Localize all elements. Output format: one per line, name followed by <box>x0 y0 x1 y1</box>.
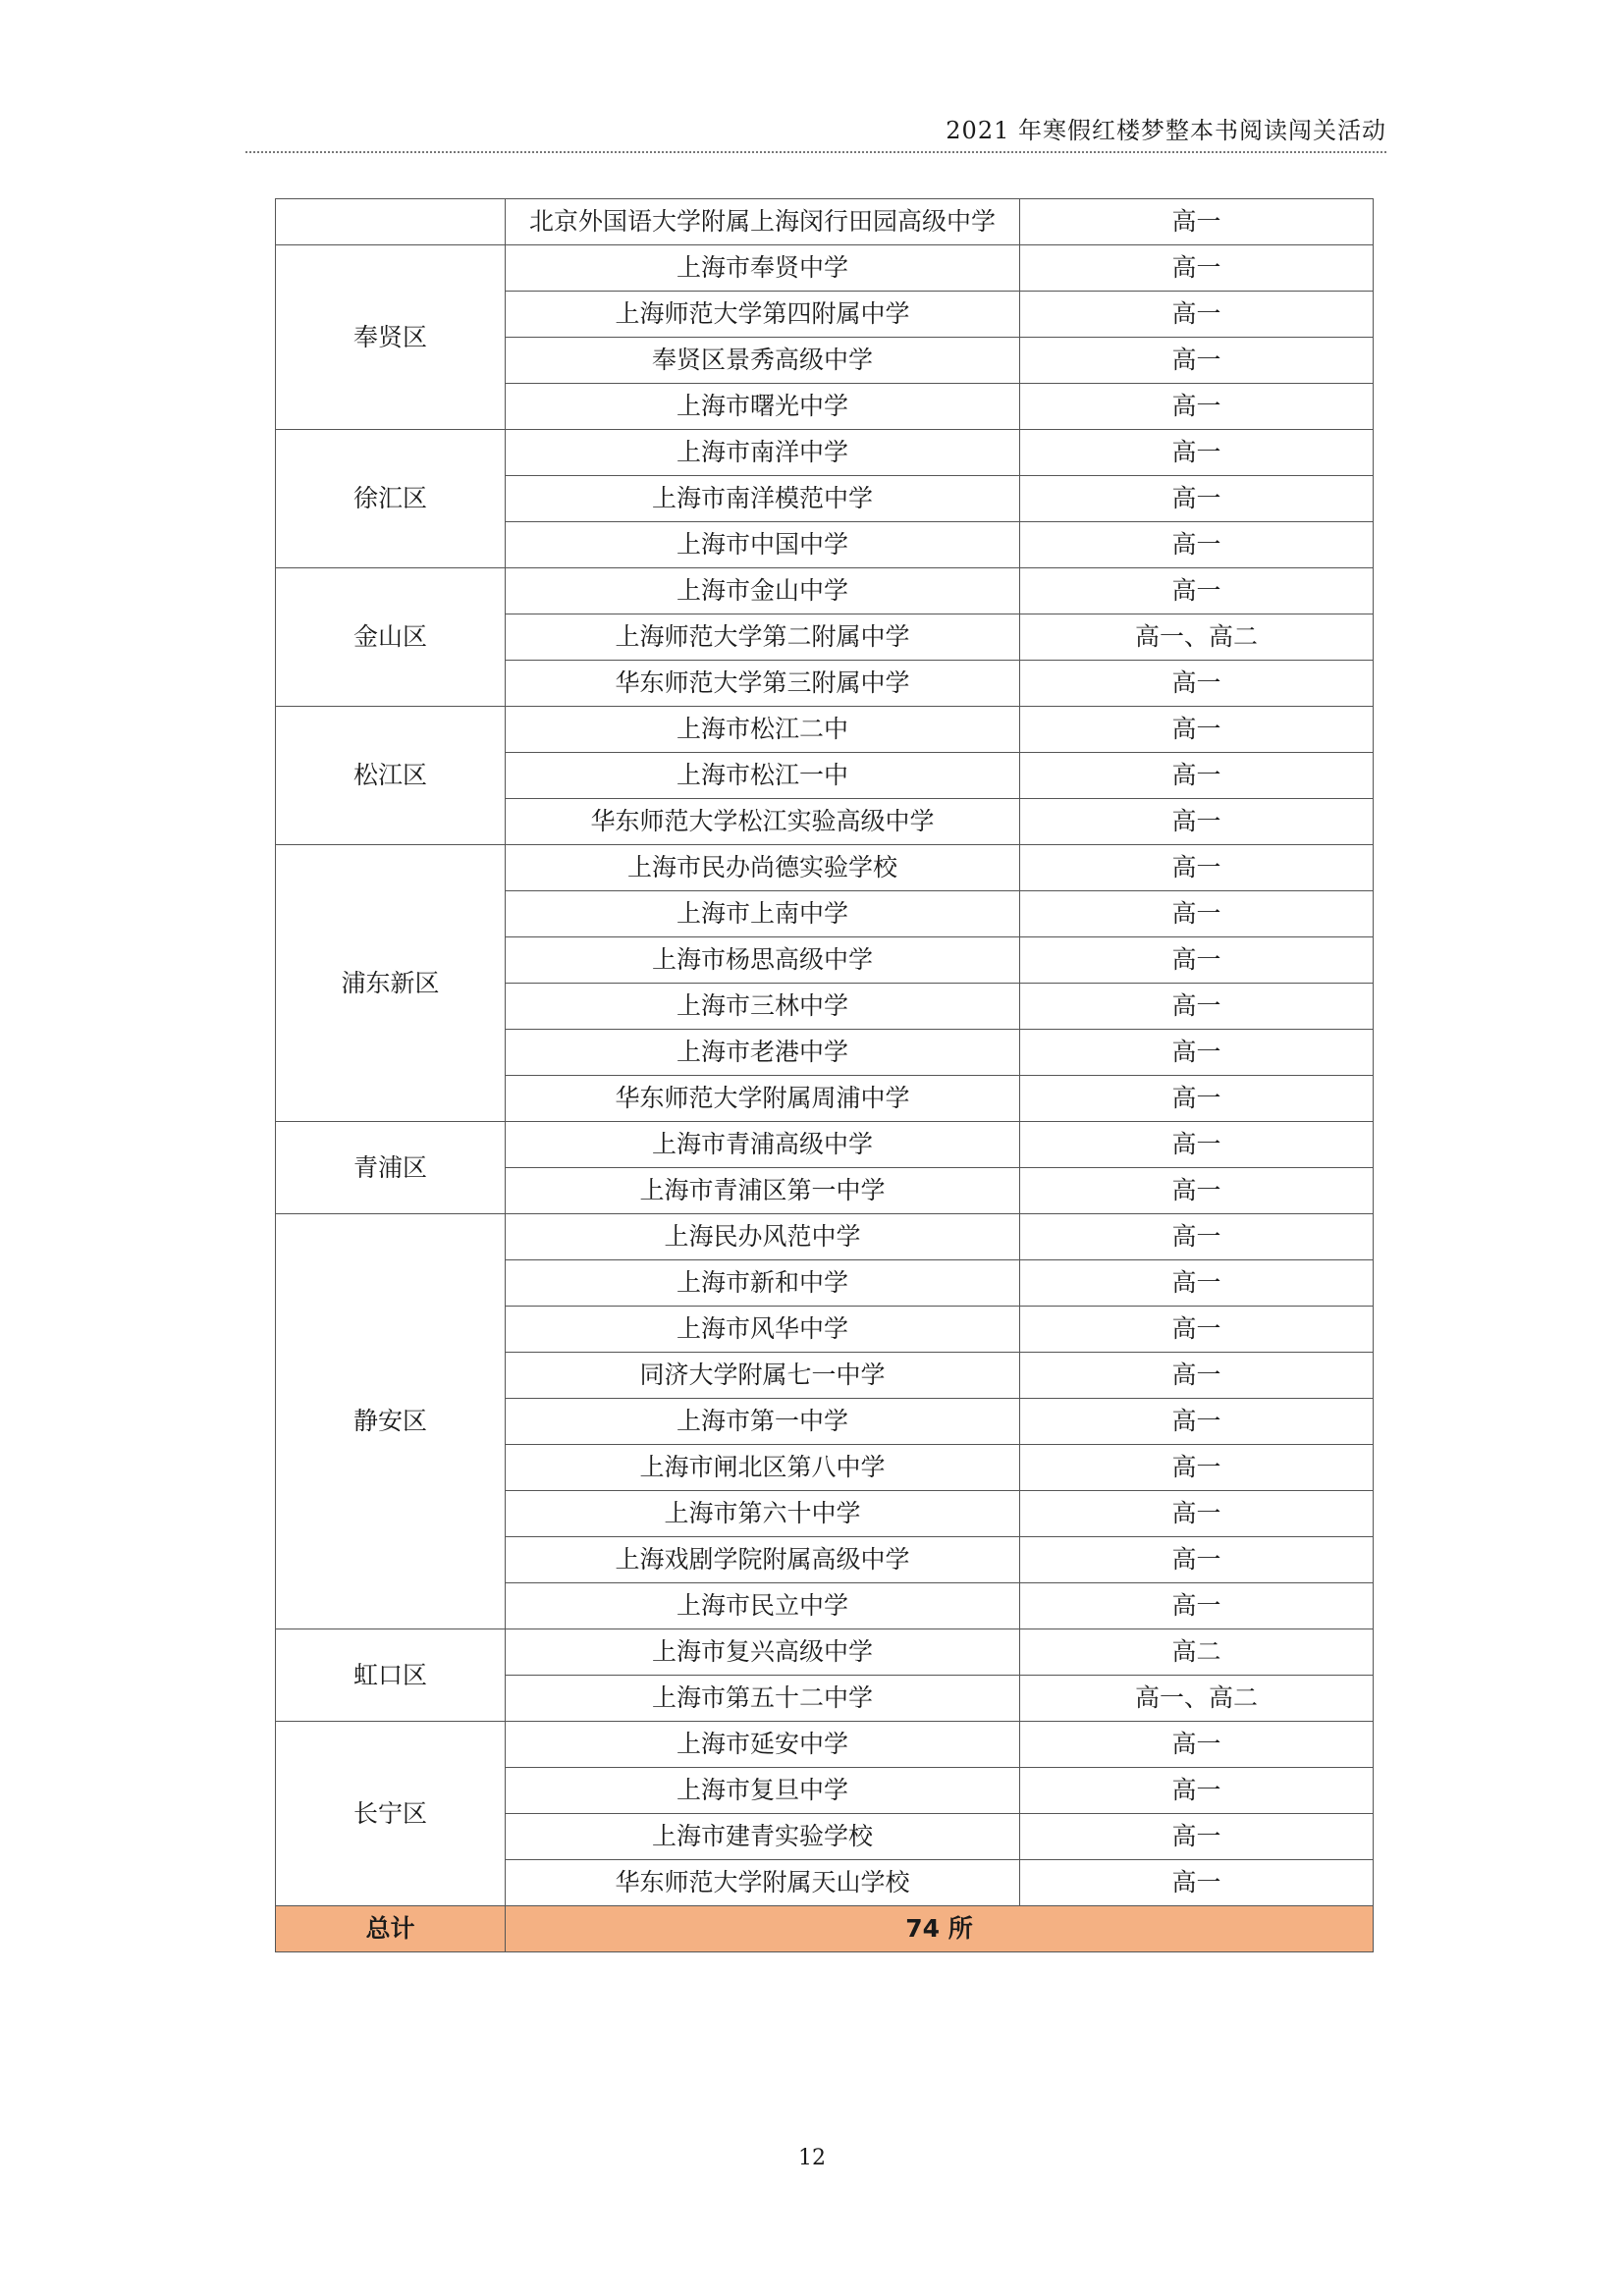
district-name-cell: 长宁区 <box>276 1722 506 1906</box>
school-name-cell: 上海师范大学第四附属中学 <box>506 292 1020 338</box>
grade-cell: 高一 <box>1020 1214 1374 1260</box>
grade-cell: 高一 <box>1020 1260 1374 1307</box>
school-name-cell: 上海市民办尚德实验学校 <box>506 845 1020 891</box>
page-number: 12 <box>798 2146 826 2170</box>
header-divider <box>245 151 1386 153</box>
district-name-cell: 静安区 <box>276 1214 506 1629</box>
grade-cell: 高一 <box>1020 1583 1374 1629</box>
grade-cell: 高一、高二 <box>1020 1676 1374 1722</box>
school-name-cell: 上海市松江一中 <box>506 753 1020 799</box>
school-name-cell: 上海戏剧学院附属高级中学 <box>506 1537 1020 1583</box>
table-row <box>276 1214 1374 1260</box>
grade-cell: 高一 <box>1020 937 1374 984</box>
grade-cell: 高一 <box>1020 568 1374 614</box>
grade-cell: 高一 <box>1020 1768 1374 1814</box>
grade-cell: 高一 <box>1020 1307 1374 1353</box>
school-name-cell: 上海市曙光中学 <box>506 384 1020 430</box>
school-name-cell: 上海市松江二中 <box>506 707 1020 753</box>
grade-cell: 高一 <box>1020 384 1374 430</box>
grade-cell: 高一 <box>1020 1722 1374 1768</box>
district-name-cell: 青浦区 <box>276 1122 506 1214</box>
grade-cell: 高一 <box>1020 845 1374 891</box>
grade-cell: 高一 <box>1020 338 1374 384</box>
table-row <box>276 568 1374 614</box>
school-name-cell: 华东师范大学第三附属中学 <box>506 661 1020 707</box>
grade-cell: 高一 <box>1020 476 1374 522</box>
grade-cell: 高一 <box>1020 430 1374 476</box>
grade-cell: 高一 <box>1020 1814 1374 1860</box>
school-name-cell: 华东师范大学附属天山学校 <box>506 1860 1020 1906</box>
table-row <box>276 1722 1374 1768</box>
grade-cell: 高一 <box>1020 292 1374 338</box>
schools-table <box>275 198 1374 1952</box>
district-cell-empty <box>276 199 506 245</box>
table-row <box>276 199 1374 245</box>
district-name-cell: 徐汇区 <box>276 430 506 568</box>
school-name-cell: 上海市延安中学 <box>506 1722 1020 1768</box>
table-row <box>276 1122 1374 1168</box>
district-name-cell: 金山区 <box>276 568 506 707</box>
schools-table-body <box>276 199 1374 1906</box>
school-name-cell: 上海市建青实验学校 <box>506 1814 1020 1860</box>
school-name-cell: 华东师范大学附属周浦中学 <box>506 1076 1020 1122</box>
grade-cell: 高一 <box>1020 245 1374 292</box>
grade-cell: 高一 <box>1020 707 1374 753</box>
grade-cell: 高一 <box>1020 1445 1374 1491</box>
grade-cell: 高一 <box>1020 1399 1374 1445</box>
school-name-cell: 上海市新和中学 <box>506 1260 1020 1307</box>
table-row <box>276 845 1374 891</box>
grade-cell: 高一 <box>1020 1537 1374 1583</box>
school-name-cell: 上海市民立中学 <box>506 1583 1020 1629</box>
school-name-cell: 上海市第五十二中学 <box>506 1676 1020 1722</box>
school-name-cell: 上海市青浦区第一中学 <box>506 1168 1020 1214</box>
school-name-cell: 上海市南洋中学 <box>506 430 1020 476</box>
school-name-cell: 上海市金山中学 <box>506 568 1020 614</box>
grade-cell: 高一 <box>1020 1030 1374 1076</box>
grade-cell: 高一、高二 <box>1020 614 1374 661</box>
grade-cell: 高二 <box>1020 1629 1374 1676</box>
grade-cell: 高一 <box>1020 199 1374 245</box>
school-name-cell: 上海市奉贤中学 <box>506 245 1020 292</box>
school-name-cell: 奉贤区景秀高级中学 <box>506 338 1020 384</box>
table-row <box>276 707 1374 753</box>
school-name-cell: 上海市南洋模范中学 <box>506 476 1020 522</box>
grade-cell: 高一 <box>1020 891 1374 937</box>
grade-cell: 高一 <box>1020 1860 1374 1906</box>
school-name-cell: 上海市三林中学 <box>506 984 1020 1030</box>
school-name-cell: 上海市复旦中学 <box>506 1768 1020 1814</box>
school-name-cell: 上海民办风范中学 <box>506 1214 1020 1260</box>
page-header-title: 2021 年寒假红楼梦整本书阅读闯关活动 <box>946 117 1386 144</box>
school-name-cell: 同济大学附属七一中学 <box>506 1353 1020 1399</box>
school-name-cell: 上海市杨思高级中学 <box>506 937 1020 984</box>
grade-cell: 高一 <box>1020 1076 1374 1122</box>
school-name-cell: 上海市闸北区第八中学 <box>506 1445 1020 1491</box>
school-name-cell: 上海市风华中学 <box>506 1307 1020 1353</box>
school-name-cell: 上海市青浦高级中学 <box>506 1122 1020 1168</box>
grade-cell: 高一 <box>1020 984 1374 1030</box>
grade-cell: 高一 <box>1020 1491 1374 1537</box>
grade-cell: 高一 <box>1020 799 1374 845</box>
district-name-cell: 虹口区 <box>276 1629 506 1722</box>
school-name-cell: 上海市第六十中学 <box>506 1491 1020 1537</box>
total-row <box>276 1906 1374 1952</box>
district-name-cell: 浦东新区 <box>276 845 506 1122</box>
district-name-cell: 松江区 <box>276 707 506 845</box>
grade-cell: 高一 <box>1020 661 1374 707</box>
total-label-cell: 总计 <box>276 1906 506 1952</box>
district-name-cell: 奉贤区 <box>276 245 506 430</box>
table-row <box>276 1629 1374 1676</box>
table-row <box>276 430 1374 476</box>
grade-cell: 高一 <box>1020 522 1374 568</box>
school-name-cell: 上海师范大学第二附属中学 <box>506 614 1020 661</box>
school-name-cell: 上海市第一中学 <box>506 1399 1020 1445</box>
grade-cell: 高一 <box>1020 1168 1374 1214</box>
school-name-cell: 华东师范大学松江实验高级中学 <box>506 799 1020 845</box>
grade-cell: 高一 <box>1020 753 1374 799</box>
grade-cell: 高一 <box>1020 1122 1374 1168</box>
grade-cell: 高一 <box>1020 1353 1374 1399</box>
table-row <box>276 245 1374 292</box>
school-name-cell: 上海市复兴高级中学 <box>506 1629 1020 1676</box>
school-name-cell: 北京外国语大学附属上海闵行田园高级中学 <box>506 199 1020 245</box>
school-name-cell: 上海市上南中学 <box>506 891 1020 937</box>
school-name-cell: 上海市老港中学 <box>506 1030 1020 1076</box>
school-name-cell: 上海市中国中学 <box>506 522 1020 568</box>
total-value-cell: 74 所 <box>506 1906 1374 1952</box>
